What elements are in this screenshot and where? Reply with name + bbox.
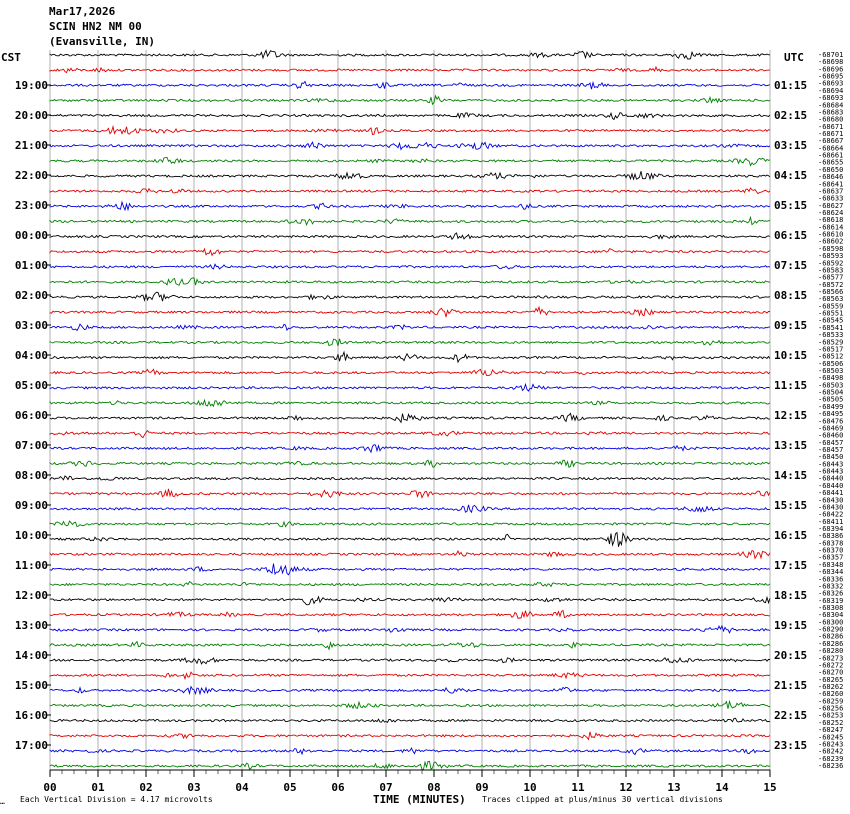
trace-value-label: -68503 — [818, 367, 844, 375]
trace-value-label: -68499 — [818, 402, 844, 411]
clip-note: Traces clipped at plus/minus 30 vertical divisions — [482, 795, 723, 804]
left-time-label: 21:00 — [14, 139, 48, 152]
trace-value-label: -68602 — [818, 237, 844, 246]
right-time-label: 15:15 — [774, 499, 808, 512]
trace-value-label: -68693 — [818, 94, 844, 103]
x-tick-label: 10 — [523, 781, 537, 794]
trace-value-label: -68655 — [818, 158, 844, 167]
trace-value-label: -68504 — [818, 388, 844, 397]
right-time-label: 01:15 — [774, 79, 808, 92]
seismic-trace — [50, 67, 770, 73]
trace-value-label: -68661 — [818, 151, 844, 160]
seismic-trace — [50, 81, 770, 89]
left-time-label: 09:00 — [14, 499, 48, 512]
left-time-label: 07:00 — [14, 439, 48, 452]
record-date: Mar17,2026 — [49, 5, 116, 18]
trace-value-label: -68592 — [818, 259, 844, 268]
trace-value-label: -68684 — [818, 101, 844, 110]
trace-value-label: -68551 — [818, 309, 844, 318]
right-time-label: 13:15 — [774, 439, 808, 452]
trace-value-label: -68541 — [818, 323, 844, 332]
right-time-label: 12:15 — [774, 409, 808, 422]
x-tick-label: 07 — [379, 781, 393, 794]
trace-value-label: -68319 — [818, 596, 844, 605]
trace-value-label: -68506 — [818, 359, 844, 368]
minute-grid — [50, 50, 770, 777]
x-tick-label: 09 — [475, 781, 489, 794]
trace-value-label: -68242 — [818, 747, 844, 756]
trace-value-label: -68533 — [818, 331, 844, 340]
x-tick-label: 00 — [43, 781, 57, 794]
left-time-label: 16:00 — [14, 709, 48, 722]
trace-value-label: -68610 — [818, 230, 844, 239]
trace-value-label: -68469 — [818, 424, 844, 433]
seismic-trace — [50, 113, 770, 120]
trace-value-label: -68457 — [818, 446, 844, 454]
left-time-label: 23:00 — [14, 199, 48, 212]
trace-value-label: -68394 — [818, 525, 844, 533]
seismic-trace — [50, 476, 770, 480]
seismic-trace — [50, 626, 770, 633]
trace-layer — [50, 50, 770, 769]
x-tick-label: 04 — [235, 781, 249, 794]
seismic-trace — [50, 761, 770, 769]
trace-value-label: -68332 — [818, 582, 844, 591]
left-time-label: 04:00 — [14, 349, 48, 362]
right-time-label: 04:15 — [774, 169, 808, 182]
trace-value-label: -68441 — [818, 489, 844, 498]
trace-value-label: -68614 — [818, 223, 844, 232]
trace-value-label: -68637 — [818, 187, 844, 196]
trace-value-label: -68243 — [818, 740, 844, 749]
trace-value-label: -68694 — [818, 86, 844, 95]
seismic-trace — [50, 642, 770, 650]
trace-value-label: -68236 — [818, 762, 844, 770]
seismic-trace — [50, 352, 770, 362]
trace-value-label: -68646 — [818, 173, 844, 182]
trace-value-label: -68443 — [818, 460, 844, 469]
trace-value-label: -68286 — [818, 639, 844, 648]
trace-value-label: -68618 — [818, 216, 844, 225]
trace-value-label: -68680 — [818, 115, 844, 124]
trace-value-label: -68422 — [818, 510, 844, 519]
trace-value-label: -68517 — [818, 345, 844, 354]
left-timezone-label: CST — [1, 51, 21, 64]
seismic-trace — [50, 460, 770, 467]
right-timezone-label: UTC — [784, 51, 804, 64]
x-tick-label: 06 — [331, 781, 345, 794]
seismic-trace — [50, 339, 770, 346]
trace-value-label: -68450 — [818, 453, 844, 462]
seismic-trace — [50, 413, 770, 422]
seismic-trace — [50, 307, 770, 317]
right-time-label: 22:15 — [774, 709, 808, 722]
x-tick-label: 08 — [427, 781, 441, 794]
trace-value-label: -68370 — [818, 546, 844, 555]
seismic-trace — [50, 249, 770, 256]
seismic-trace — [50, 658, 770, 664]
x-tick-label: 13 — [667, 781, 681, 794]
trace-value-label: -68247 — [818, 726, 844, 735]
right-time-label: 05:15 — [774, 199, 808, 212]
right-time-label: 16:15 — [774, 529, 808, 542]
trace-value-label: -68701 — [818, 51, 844, 59]
trace-value-label: -68667 — [818, 137, 844, 146]
trace-value-label: -68386 — [818, 532, 844, 541]
seismic-trace — [50, 687, 770, 694]
trace-value-label: -68411 — [818, 517, 844, 526]
trace-value-label: -68286 — [818, 632, 844, 641]
station-location: (Evansville, IN) — [49, 35, 155, 48]
trace-value-label: -68566 — [818, 288, 844, 296]
left-time-label: 22:00 — [14, 169, 48, 182]
x-tick-label: 14 — [715, 781, 729, 794]
trace-value-label: -68270 — [818, 668, 844, 677]
label-layer — [15, 51, 843, 794]
trace-value-label: -68598 — [818, 244, 844, 253]
trace-value-label: -68512 — [818, 352, 844, 361]
right-time-label: 20:15 — [774, 649, 808, 662]
trace-value-label: -68239 — [818, 754, 844, 763]
right-time-label: 18:15 — [774, 589, 808, 602]
trace-value-label: -68671 — [818, 130, 844, 138]
trace-value-label: -68683 — [818, 108, 844, 117]
trace-value-label: -68559 — [818, 302, 844, 311]
left-time-label: 10:00 — [14, 529, 48, 542]
trace-value-label: -68260 — [818, 690, 844, 699]
trace-value-label: -68695 — [818, 72, 844, 81]
x-tick-label: 03 — [187, 781, 201, 794]
right-time-label: 11:15 — [774, 379, 808, 392]
left-time-label: 02:00 — [14, 289, 48, 302]
x-tick-label: 01 — [91, 781, 105, 794]
trace-value-label: -68300 — [818, 618, 844, 627]
x-tick-label: 05 — [283, 781, 297, 794]
right-time-label: 21:15 — [774, 679, 808, 692]
trace-value-label: -68650 — [818, 165, 844, 174]
trace-value-label: -68430 — [818, 496, 844, 505]
seismic-trace — [50, 171, 770, 179]
seismic-trace — [50, 324, 770, 330]
trace-value-label: -68460 — [818, 431, 844, 440]
trace-value-label: -68348 — [818, 560, 844, 569]
left-time-label: 20:00 — [14, 109, 48, 122]
seismic-trace — [50, 369, 770, 375]
trace-value-label: -68440 — [818, 474, 844, 483]
right-time-label: 14:15 — [774, 469, 808, 482]
seismic-trace — [50, 278, 770, 286]
right-time-label: 23:15 — [774, 739, 808, 752]
left-time-label: 19:00 — [14, 79, 48, 92]
left-time-label: 03:00 — [14, 319, 48, 332]
right-time-label: 10:15 — [774, 349, 808, 362]
trace-value-label: -68304 — [818, 611, 844, 620]
trace-value-label: -68308 — [818, 604, 844, 612]
seismic-trace — [50, 96, 770, 105]
trace-value-label: -68503 — [818, 381, 844, 390]
left-time-label: 17:00 — [14, 739, 48, 752]
trace-value-label: -68378 — [818, 539, 844, 548]
left-time-label: 05:00 — [14, 379, 48, 392]
trace-value-label: -68326 — [818, 589, 844, 598]
seismic-trace — [50, 142, 770, 149]
seismic-trace — [50, 233, 770, 239]
trace-value-label: -68505 — [818, 395, 844, 404]
seismic-trace — [50, 50, 770, 59]
seismic-trace — [50, 400, 770, 406]
trace-value-label: -68262 — [818, 683, 844, 691]
trace-value-label: -68698 — [818, 58, 844, 67]
trace-value-label: -68545 — [818, 316, 844, 325]
left-time-label: 15:00 — [14, 679, 48, 692]
trace-value-label: -68245 — [818, 733, 844, 742]
right-time-label: 08:15 — [774, 289, 808, 302]
seismic-trace — [50, 533, 770, 547]
seismic-trace — [50, 264, 770, 269]
seismic-trace — [50, 292, 770, 301]
right-time-label: 03:15 — [774, 139, 808, 152]
trace-value-label: -68336 — [818, 575, 844, 584]
trace-value-label: -68563 — [818, 295, 844, 304]
trace-value-label: -68290 — [818, 625, 844, 634]
seismic-trace — [50, 718, 770, 722]
left-time-label: 08:00 — [14, 469, 48, 482]
x-tick-label: 12 — [619, 781, 633, 794]
trace-value-label: -68593 — [818, 252, 844, 261]
trace-value-label: -68693 — [818, 79, 844, 88]
x-axis-title: TIME (MINUTES) — [373, 793, 466, 806]
trace-value-label: -68430 — [818, 503, 844, 512]
left-time-label: 00:00 — [14, 229, 48, 242]
x-tick-label: 11 — [571, 781, 585, 794]
trace-value-label: -68272 — [818, 661, 844, 670]
seismic-trace — [50, 445, 770, 453]
seismic-trace — [50, 564, 770, 575]
trace-value-label: -68696 — [818, 65, 844, 74]
trace-value-label: -68572 — [818, 280, 844, 289]
trace-value-label: -68280 — [818, 647, 844, 656]
left-time-label: 11:00 — [14, 559, 48, 572]
trace-value-label: -68273 — [818, 654, 844, 663]
trace-value-label: -68633 — [818, 194, 844, 203]
trace-value-label: -68256 — [818, 704, 844, 713]
left-time-label: 01:00 — [14, 259, 48, 272]
seismic-trace — [50, 157, 770, 165]
left-time-label: 13:00 — [14, 619, 48, 632]
trace-value-label: -68583 — [818, 266, 844, 275]
seismic-trace — [50, 597, 770, 605]
seismic-trace — [50, 202, 770, 210]
trace-value-label: -68671 — [818, 122, 844, 131]
seismic-trace — [50, 505, 770, 512]
station-id: SCIN HN2 NM 00 — [49, 20, 142, 33]
trace-value-label: -68440 — [818, 481, 844, 490]
seismic-trace — [50, 672, 770, 679]
seismic-trace — [50, 431, 770, 438]
trace-value-label: -68457 — [818, 438, 844, 447]
trace-value-label: -68344 — [818, 568, 844, 577]
seismic-trace — [50, 702, 770, 709]
left-time-label: 06:00 — [14, 409, 48, 422]
right-time-label: 06:15 — [774, 229, 808, 242]
trace-value-label: -68259 — [818, 697, 844, 706]
x-tick-label: 02 — [139, 781, 153, 794]
seismic-trace — [50, 384, 770, 391]
trace-value-label: -68443 — [818, 467, 844, 476]
trace-value-label: -68529 — [818, 338, 844, 347]
left-time-label: 14:00 — [14, 649, 48, 662]
trace-value-label: -68664 — [818, 144, 844, 153]
seismic-trace — [50, 489, 770, 498]
seismic-trace — [50, 551, 770, 559]
trace-value-label: -68252 — [818, 718, 844, 727]
seismic-trace — [50, 748, 770, 754]
scale-note: Each Vertical Division = 4.17 microvolts — [20, 795, 213, 804]
trace-value-label: -68476 — [818, 417, 844, 426]
right-time-label: 02:15 — [774, 109, 808, 122]
right-time-label: 19:15 — [774, 619, 808, 632]
trace-value-label: -68498 — [818, 374, 844, 383]
seismic-trace — [50, 127, 770, 135]
seismic-trace — [50, 188, 770, 194]
trace-value-label: -68627 — [818, 201, 844, 210]
left-time-label: 12:00 — [14, 589, 48, 602]
trace-value-label: -68265 — [818, 675, 844, 684]
trace-value-label: -68495 — [818, 410, 844, 419]
x-tick-label: 15 — [763, 781, 777, 794]
seismic-trace — [50, 611, 770, 619]
trace-value-label: -68624 — [818, 209, 844, 217]
right-time-label: 09:15 — [774, 319, 808, 332]
corner-mark: … — [0, 797, 5, 806]
right-time-label: 07:15 — [774, 259, 808, 272]
seismic-trace — [50, 521, 770, 527]
trace-value-label: -68577 — [818, 273, 844, 282]
trace-value-label: -68357 — [818, 553, 844, 562]
seismic-trace — [50, 217, 770, 225]
right-time-label: 17:15 — [774, 559, 808, 572]
trace-value-label: -68641 — [818, 180, 844, 189]
trace-value-label: -68253 — [818, 711, 844, 720]
seismic-trace — [50, 582, 770, 587]
seismic-trace — [50, 732, 770, 740]
